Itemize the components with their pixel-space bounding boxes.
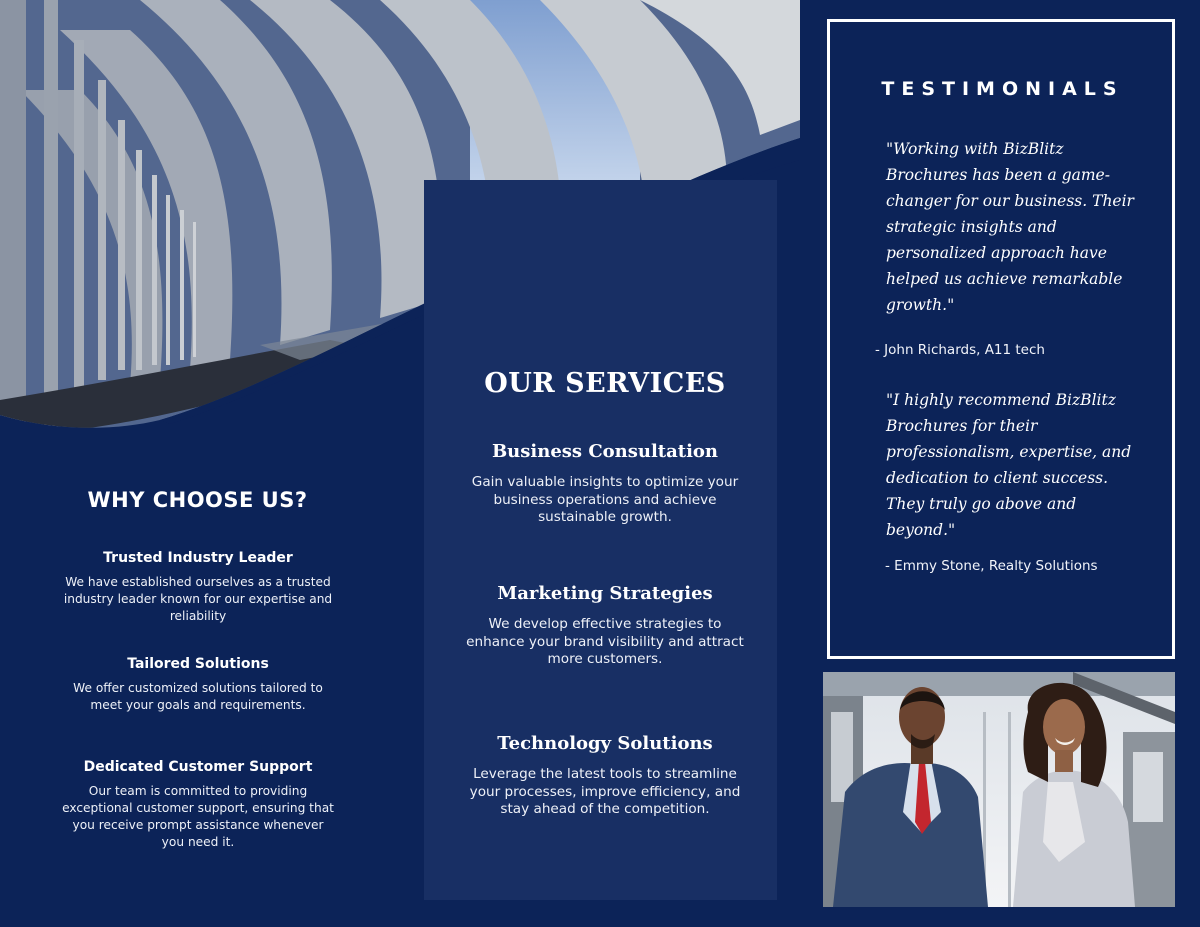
testimonial-quote: "I highly recommend BizBlitz Brochures for their professionalism, expertise, and dedication to client success. They truly go above and beyond."	[886, 391, 1132, 539]
service-business-consultation	[466, 441, 744, 527]
why-item-customer-support	[60, 759, 336, 851]
why-item-text: We have established ourselves as a trusted industry leader known for our expertise and reliability	[63, 575, 333, 623]
service-description: Leverage the latest tools to streamline your processes, improve efficiency, and stay ahead of the competition.	[469, 766, 741, 817]
testimonials-title: TESTIMONIALS	[881, 78, 1124, 100]
why-item-text: We offer customized solutions tailored to meet your goals and requirements.	[73, 681, 323, 712]
why-choose-us-title: WHY CHOOSE US?	[87, 488, 308, 512]
testimonial-author: - Emmy Stone, Realty Solutions	[885, 558, 1098, 574]
service-technology-solutions	[466, 733, 744, 819]
why-item-heading: Dedicated Customer Support	[83, 759, 313, 775]
why-item-trusted-leader	[62, 550, 334, 625]
services-title: OUR SERVICES	[484, 368, 726, 399]
why-item-heading: Trusted Industry Leader	[103, 550, 293, 566]
service-description: Gain valuable insights to optimize your business operations and achieve sustainable growth.	[471, 474, 739, 525]
service-heading: Technology Solutions	[497, 733, 713, 754]
service-description: We develop effective strategies to enhance your brand visibility and attract more customers.	[466, 616, 744, 667]
testimonial-quote: "Working with BizBlitz Brochures has been a game-changer for our business. Their strategic insights and personalized approach have helped us achieve remarkable growth."	[886, 140, 1134, 314]
service-heading: Business Consultation	[491, 441, 719, 462]
why-item-text: Our team is committed to providing exceptional customer support, ensuring that you receive prompt assistance whenever you need it.	[62, 784, 334, 849]
why-item-heading: Tailored Solutions	[127, 656, 269, 672]
business-team-photo	[823, 672, 1175, 907]
service-heading: Marketing Strategies	[497, 583, 713, 604]
service-marketing-strategies	[466, 583, 744, 669]
why-item-tailored-solutions	[62, 656, 334, 714]
testimonial-author: - John Richards, A11 tech	[875, 342, 1045, 358]
